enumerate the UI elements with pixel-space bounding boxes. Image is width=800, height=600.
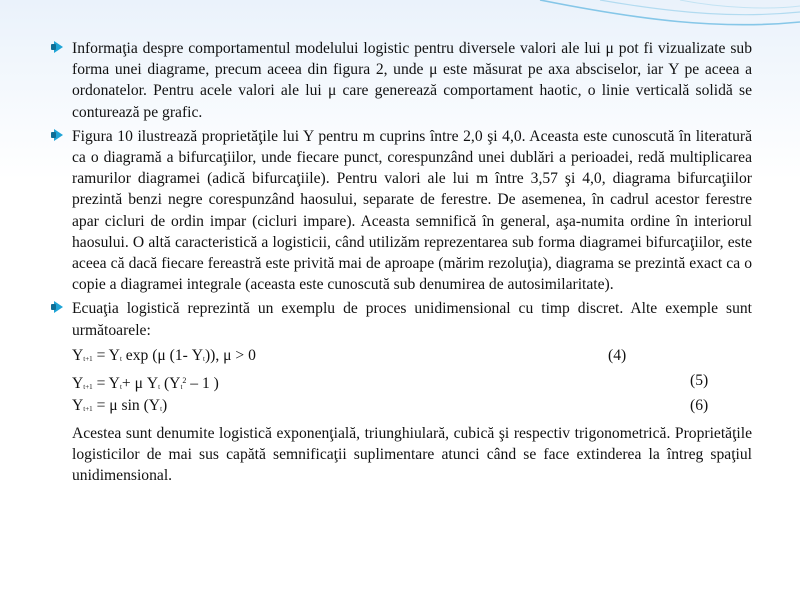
equation-number: (6): [690, 396, 709, 414]
equation-body: Yt+1 = Yt exp (μ (1- Yt)), μ > 0: [72, 346, 256, 364]
equation-body: Yt+1 = Yt+ μ Yt (Yt$^2$ – 1 ): [72, 374, 219, 392]
paragraph-text: Informaţia despre comportamentul modelului logistic pentru diversele valori ale lui μ pot fi vizualizate sub forma unei diagrame, precum aceea din figura 2, unde μ este măsurat pe axa absciselor, iar Y pe aceea a ordonatelor. Pentru acele valori ale lui μ care generează comportament haotic, o linie verticală solidă se conturează pe grafic.: [72, 40, 752, 121]
equation-5: [54, 369, 752, 392]
equation-4: [54, 344, 752, 367]
equation-body: Yt+1 = μ sin (Yt): [72, 396, 168, 414]
bullet-paragraph-2: [54, 126, 752, 296]
paragraph-text: Figura 10 ilustrează proprietăţile lui Y pentru m cuprins între 2,0 şi 4,0. Aceasta este cunoscută în literatură ca o diagramă a bifurcaţiilor, unde fiecare punct, corespunzând unei dublări a perioadei, redă multiplicarea ramurilor diagramei (adică bifurcaţiile). Pentru valori ale lui m între 3,57 şi 4,0, diagrama bifurcaţiilor prezintă benzi negre corespunzând haosului, separate de ferestre. De asemenea, în cadrul acestor ferestre apar cicluri de ordin impar (cicluri impare). Aceasta semnifică în general, aşa-numita ordine în interiorul haosului. O altă caracteristică a logisticii, când utilizăm reprezentarea sub forma diagramei bifurcaţiilor, este aceea că dacă fiecare fereastră este privită mai de aproape (mărim rezoluţia), diagrama se prezintă exact ca o copie a diagramei integrale (aceasta este cunoscută sub denumirea de autosimilaritate).: [72, 127, 752, 294]
equation-number: (4): [608, 346, 627, 364]
bullet-icon: [54, 129, 63, 141]
final-paragraph: Acestea sunt denumite logistică exponenţială, triunghiulară, cubică şi respectiv trigonometrică. Proprietăţile logisticilor de mai sus capătă semnificaţii suplimentare atunci când se face extinderea la întreg spaţiul unidimensional.: [72, 424, 752, 485]
slide-content: [54, 38, 752, 486]
bullet-icon: [54, 41, 63, 53]
equation-number: (5): [690, 371, 709, 389]
equation-6: [54, 394, 752, 417]
bullet-paragraph-1: [54, 38, 752, 123]
bullet-paragraph-3: [54, 298, 752, 340]
paragraph-text: Ecuaţia logistică reprezintă un exemplu de proces unidimensional cu timp discret. Alte exemple sunt următoarele:: [72, 300, 752, 339]
bullet-icon: [54, 301, 63, 313]
